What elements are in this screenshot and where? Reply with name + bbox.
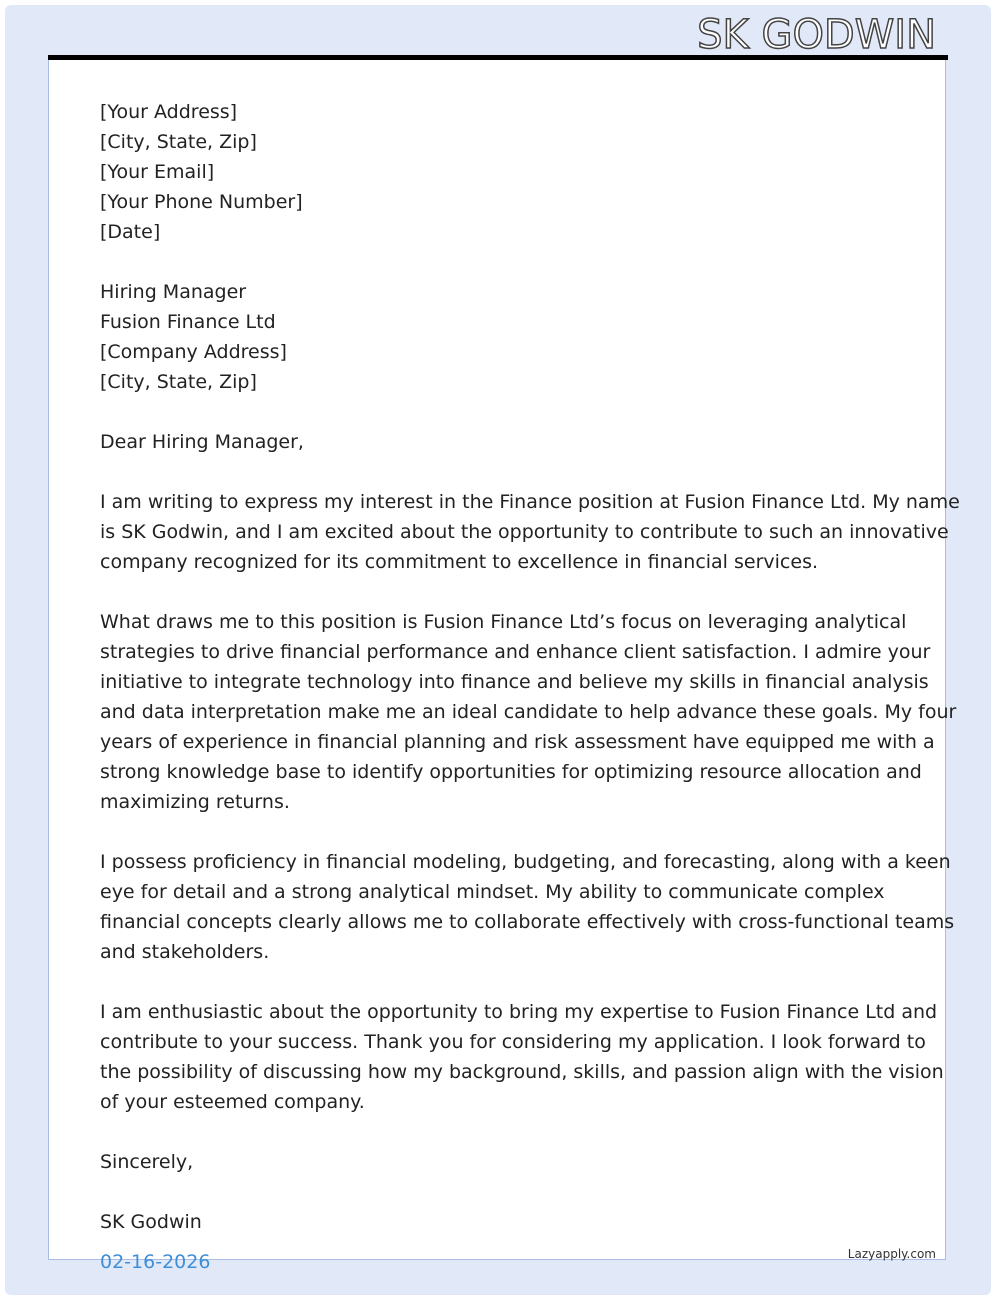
paragraph-line: I am enthusiastic about the opportunity to bring my expertise to Fusion Finance Ltd and — [100, 1001, 938, 1023]
paragraph-line: What draws me to this position is Fusion Finance Ltd’s focus on leveraging analytical — [100, 611, 907, 633]
paragraph-line: strong knowledge base to identify opportunities for optimizing resource allocation and — [100, 761, 922, 783]
closing: Sincerely, — [100, 1151, 194, 1173]
footer-date: 02-16-2026 — [100, 1251, 211, 1273]
paragraph-line: financial concepts clearly allows me to collaborate effectively with cross-functional teams — [100, 911, 955, 933]
paragraph-line: strategies to drive financial performance and enhance client satisfaction. I admire your — [100, 641, 931, 663]
salutation: Dear Hiring Manager, — [100, 431, 304, 453]
paragraph-line: the possibility of discussing how my background, skills, and passion align with the vision — [100, 1061, 944, 1083]
header-name: SK GODWIN — [697, 12, 936, 58]
spacer — [100, 577, 900, 607]
paragraph-line: is SK Godwin, and I am excited about the opportunity to contribute to such an innovative — [100, 521, 949, 543]
paragraph-line: contribute to your success. Thank you for considering my application. I look forward to — [100, 1031, 926, 1053]
recipient-city-state-zip: [City, State, Zip] — [100, 371, 257, 393]
recipient-title: Hiring Manager — [100, 281, 247, 303]
paragraph-line: maximizing returns. — [100, 791, 290, 813]
paragraph-3 — [100, 847, 955, 967]
spacer — [100, 247, 900, 277]
spacer — [100, 1177, 900, 1207]
spacer — [100, 817, 900, 847]
recipient-address: [Company Address] — [100, 341, 287, 363]
paragraph-line: I am writing to express my interest in the Finance position at Fusion Finance Ltd. My name — [100, 491, 960, 513]
paragraph-line: and stakeholders. — [100, 941, 270, 963]
paragraph-line: I possess proficiency in financial modeling, budgeting, and forecasting, along with a keen — [100, 851, 951, 873]
paragraph-2 — [100, 607, 957, 817]
recipient-company: Fusion Finance Ltd — [100, 311, 276, 333]
paragraph-line: years of experience in financial planning and risk assessment have equipped me with a — [100, 731, 935, 753]
sender-date: [Date] — [100, 221, 161, 243]
watermark-link[interactable]: Lazyapply.com — [847, 1247, 936, 1261]
sender-email: [Your Email] — [100, 161, 215, 183]
letter-body — [100, 97, 960, 1237]
signature: SK Godwin — [100, 1211, 202, 1233]
paragraph-line: of your esteemed company. — [100, 1091, 365, 1113]
sender-city-state-zip: [City, State, Zip] — [100, 131, 257, 153]
spacer — [100, 397, 900, 427]
paragraph-1 — [100, 487, 960, 577]
paragraph-4 — [100, 997, 944, 1117]
sender-phone: [Your Phone Number] — [100, 191, 303, 213]
sender-address: [Your Address] — [100, 101, 238, 123]
spacer — [100, 457, 900, 487]
spacer — [100, 967, 900, 997]
paragraph-line: and data interpretation make me an ideal candidate to help advance these goals. My four — [100, 701, 957, 723]
paragraph-line: initiative to integrate technology into finance and believe my skills in financial analysis — [100, 671, 929, 693]
paragraph-line: company recognized for its commitment to excellence in financial services. — [100, 551, 819, 573]
paragraph-line: eye for detail and a strong analytical mindset. My ability to communicate complex — [100, 881, 885, 903]
spacer — [100, 1117, 900, 1147]
